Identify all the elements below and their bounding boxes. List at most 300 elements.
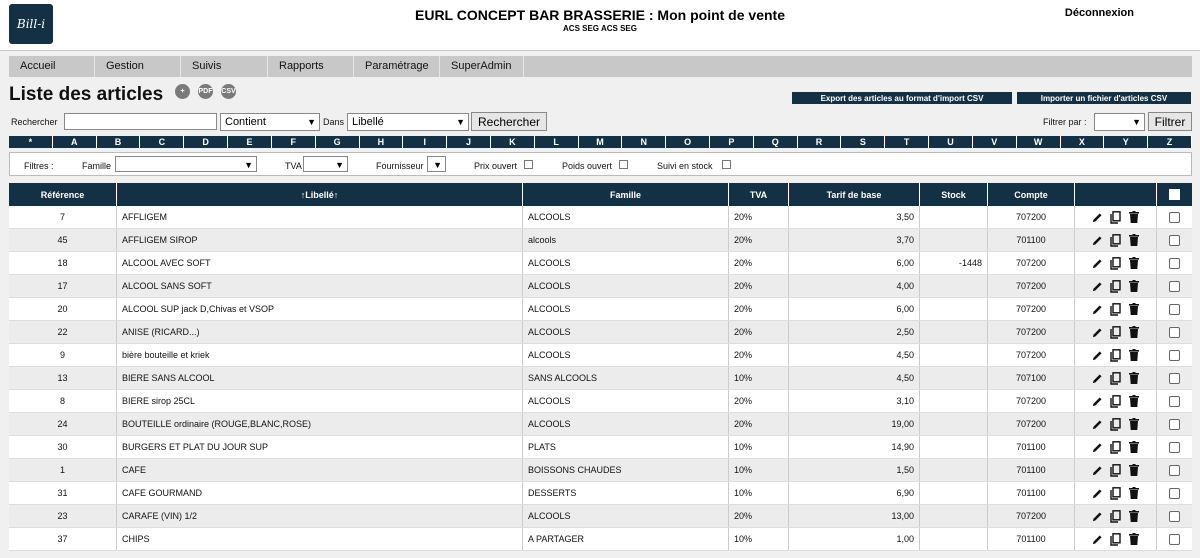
cell-famille: ALCOOLS	[523, 344, 729, 366]
row-checkbox[interactable]	[1169, 350, 1180, 361]
chevron-down-icon: ▼	[335, 160, 344, 170]
alphabet-letter[interactable]: F	[272, 136, 316, 148]
cell-libelle: bière bouteille et kriek	[117, 344, 523, 366]
cell-tva: 10%	[729, 482, 789, 504]
col-stock[interactable]: Stock	[920, 183, 988, 206]
edit-icon[interactable]	[1092, 417, 1104, 431]
cell-select	[1157, 367, 1192, 389]
cell-tva: 20%	[729, 298, 789, 320]
cell-tarif: 6,90	[789, 482, 920, 504]
alphabet-letter[interactable]: Y	[1104, 136, 1148, 148]
filter-by-label: Filtrer par :	[1043, 117, 1087, 127]
alphabet-letter[interactable]: *	[9, 136, 53, 148]
alphabet-letter[interactable]: J	[447, 136, 491, 148]
cell-tva: 20%	[729, 229, 789, 251]
cell-compte: 701100	[988, 436, 1075, 458]
cell-stock	[920, 390, 988, 412]
cell-libelle: BIERE SANS ALCOOL	[117, 367, 523, 389]
cell-tarif: 4,00	[789, 275, 920, 297]
cell-tva: 20%	[729, 252, 789, 274]
cell-famille: ALCOOLS	[523, 390, 729, 412]
cell-actions	[1075, 298, 1157, 320]
table-row[interactable]	[9, 344, 1192, 367]
chevron-down-icon: ▼	[307, 117, 316, 127]
cell-famille: DESSERTS	[523, 482, 729, 504]
cell-tva: 20%	[729, 390, 789, 412]
cell-libelle: AFFLIGEM	[117, 206, 523, 228]
csv-icon[interactable]: CSV	[221, 84, 236, 99]
main-menu	[9, 56, 1192, 77]
alphabet-letter[interactable]: S	[841, 136, 885, 148]
menu-item-rapports[interactable]: Rapports	[268, 56, 354, 77]
table-row[interactable]	[9, 367, 1192, 390]
copy-icon[interactable]	[1110, 509, 1122, 523]
edit-icon[interactable]	[1092, 371, 1104, 385]
table-row[interactable]	[9, 275, 1192, 298]
alphabet-letter[interactable]: G	[316, 136, 360, 148]
cell-actions	[1075, 252, 1157, 274]
alphabet-letter[interactable]: M	[579, 136, 623, 148]
cell-compte: 707200	[988, 321, 1075, 343]
header	[0, 0, 1200, 51]
edit-icon[interactable]	[1092, 348, 1104, 362]
cell-stock	[920, 528, 988, 550]
famille-label: Famille	[82, 161, 112, 171]
cell-reference: 13	[9, 367, 117, 389]
trash-icon[interactable]	[1128, 325, 1140, 339]
search-mode-select[interactable]	[220, 113, 320, 131]
cell-select	[1157, 298, 1192, 320]
cell-tarif: 4,50	[789, 344, 920, 366]
col-reference[interactable]: Référence	[9, 183, 117, 206]
cell-compte: 701100	[988, 229, 1075, 251]
table-header	[9, 183, 1192, 206]
cell-actions	[1075, 367, 1157, 389]
cell-tva: 10%	[729, 459, 789, 481]
cell-libelle: CAFE	[117, 459, 523, 481]
cell-stock	[920, 275, 988, 297]
table-row[interactable]	[9, 436, 1192, 459]
cell-famille: ALCOOLS	[523, 505, 729, 527]
copy-icon[interactable]	[1110, 532, 1122, 546]
cell-compte: 707100	[988, 367, 1075, 389]
menu-item-accueil[interactable]: Accueil	[9, 56, 95, 77]
filter-by-select[interactable]	[1094, 113, 1145, 131]
filter-button[interactable]: Filtrer	[1148, 112, 1192, 131]
cell-tva: 20%	[729, 344, 789, 366]
table-row[interactable]	[9, 413, 1192, 436]
edit-icon[interactable]	[1092, 233, 1104, 247]
edit-icon[interactable]	[1092, 532, 1104, 546]
row-checkbox[interactable]	[1169, 281, 1180, 292]
cell-actions	[1075, 390, 1157, 412]
trash-icon[interactable]	[1128, 509, 1140, 523]
cell-reference: 7	[9, 206, 117, 228]
cell-select	[1157, 482, 1192, 504]
copy-icon[interactable]	[1110, 417, 1122, 431]
row-checkbox[interactable]	[1169, 465, 1180, 476]
cell-famille: ALCOOLS	[523, 298, 729, 320]
chevron-down-icon: ▼	[433, 160, 442, 170]
copy-icon[interactable]	[1110, 486, 1122, 500]
cell-tarif: 1,50	[789, 459, 920, 481]
cell-compte: 701100	[988, 459, 1075, 481]
cell-actions	[1075, 505, 1157, 527]
prix-ouvert-checkbox[interactable]	[524, 160, 533, 169]
cell-stock	[920, 206, 988, 228]
cell-reference: 17	[9, 275, 117, 297]
cell-tarif: 19,00	[789, 413, 920, 435]
alphabet-letter[interactable]: K	[491, 136, 535, 148]
cell-libelle: AFFLIGEM SIROP	[117, 229, 523, 251]
cell-stock	[920, 321, 988, 343]
row-checkbox[interactable]	[1169, 304, 1180, 315]
export-csv-button[interactable]: Export des articles au format d'import CSV	[792, 92, 1012, 104]
search-field-select[interactable]	[347, 113, 469, 131]
cell-reference: 8	[9, 390, 117, 412]
trash-icon[interactable]	[1128, 440, 1140, 454]
cell-reference: 23	[9, 505, 117, 527]
alphabet-letter[interactable]: R	[798, 136, 842, 148]
copy-icon[interactable]	[1110, 256, 1122, 270]
chevron-down-icon: ▼	[244, 160, 253, 170]
cell-reference: 45	[9, 229, 117, 251]
cell-stock	[920, 229, 988, 251]
table-row[interactable]	[9, 390, 1192, 413]
trash-icon[interactable]	[1128, 486, 1140, 500]
cell-select	[1157, 436, 1192, 458]
cell-famille: ALCOOLS	[523, 206, 729, 228]
table-row[interactable]	[9, 321, 1192, 344]
cell-reference: 20	[9, 298, 117, 320]
table-row[interactable]	[9, 298, 1192, 321]
cell-tarif: 1,00	[789, 528, 920, 550]
row-checkbox[interactable]	[1169, 419, 1180, 430]
cell-compte: 707200	[988, 252, 1075, 274]
cell-famille: PLATS	[523, 436, 729, 458]
alphabet-letter[interactable]: V	[973, 136, 1017, 148]
cell-famille: ALCOOLS	[523, 413, 729, 435]
table-row[interactable]	[9, 459, 1192, 482]
cell-compte: 701100	[988, 528, 1075, 550]
col-famille[interactable]: Famille	[523, 183, 729, 206]
filters-bar	[9, 152, 1192, 176]
cell-tarif: 4,50	[789, 367, 920, 389]
cell-compte: 707200	[988, 344, 1075, 366]
edit-icon[interactable]	[1092, 302, 1104, 316]
cell-tarif: 14,90	[789, 436, 920, 458]
cell-tarif: 3,10	[789, 390, 920, 412]
search-label: Rechercher	[11, 117, 58, 127]
col-compte[interactable]: Compte	[988, 183, 1075, 206]
trash-icon[interactable]	[1128, 256, 1140, 270]
logout-link[interactable]: Déconnexion	[1064, 7, 1134, 19]
cell-actions	[1075, 459, 1157, 481]
cell-select	[1157, 459, 1192, 481]
row-checkbox[interactable]	[1169, 511, 1180, 522]
cell-select	[1157, 229, 1192, 251]
cell-select	[1157, 390, 1192, 412]
cell-tarif: 6,00	[789, 298, 920, 320]
col-tarif[interactable]: Tarif de base	[789, 183, 920, 206]
tva-label: TVA	[285, 161, 302, 171]
row-checkbox[interactable]	[1169, 258, 1180, 269]
famille-select[interactable]	[115, 156, 257, 172]
chevron-down-icon: ▼	[456, 117, 465, 127]
trash-icon[interactable]	[1128, 348, 1140, 362]
cell-compte: 707200	[988, 390, 1075, 412]
cell-stock	[920, 367, 988, 389]
pdf-icon[interactable]: PDF	[198, 84, 213, 99]
cell-libelle: ALCOOL SANS SOFT	[117, 275, 523, 297]
cell-select	[1157, 252, 1192, 274]
cell-tva: 20%	[729, 413, 789, 435]
search-bar	[9, 112, 1192, 134]
cell-select	[1157, 528, 1192, 550]
cell-libelle: CAFE GOURMAND	[117, 482, 523, 504]
cell-select	[1157, 206, 1192, 228]
suivi-stock-label: Suivi en stock	[657, 161, 713, 171]
cell-compte: 707200	[988, 413, 1075, 435]
cell-famille: ALCOOLS	[523, 321, 729, 343]
cell-stock	[920, 505, 988, 527]
row-checkbox[interactable]	[1169, 442, 1180, 453]
cell-actions	[1075, 482, 1157, 504]
suivi-stock-checkbox[interactable]	[722, 160, 731, 169]
filters-label: Filtres :	[24, 161, 54, 171]
search-mode-value: Contient	[225, 116, 266, 128]
cell-compte: 707200	[988, 206, 1075, 228]
col-actions	[1075, 183, 1157, 206]
company-title: EURL CONCEPT BAR BRASSERIE : Mon point de vente	[415, 7, 785, 23]
cell-compte: 701100	[988, 482, 1075, 504]
copy-icon[interactable]	[1110, 279, 1122, 293]
alphabet-letter[interactable]: O	[666, 136, 710, 148]
alphabet-letter[interactable]: D	[184, 136, 228, 148]
cell-select	[1157, 275, 1192, 297]
cell-stock	[920, 298, 988, 320]
import-csv-button[interactable]: Importer un fichier d'articles CSV	[1017, 92, 1191, 104]
copy-icon[interactable]	[1110, 394, 1122, 408]
cell-select	[1157, 344, 1192, 366]
trash-icon[interactable]	[1128, 532, 1140, 546]
tva-select[interactable]	[303, 156, 348, 172]
row-checkbox[interactable]	[1169, 327, 1180, 338]
alphabet-letter[interactable]: E	[228, 136, 272, 148]
table-row[interactable]	[9, 252, 1192, 275]
logo[interactable]: Bill-i	[9, 4, 53, 44]
cell-tva: 10%	[729, 528, 789, 550]
trash-icon[interactable]	[1128, 417, 1140, 431]
poids-ouvert-checkbox[interactable]	[619, 160, 628, 169]
cell-stock: -1448	[920, 252, 988, 274]
cell-select	[1157, 505, 1192, 527]
fournisseur-label: Fournisseur	[376, 161, 424, 171]
edit-icon[interactable]	[1092, 210, 1104, 224]
cell-libelle: ANISE (RICARD...)	[117, 321, 523, 343]
company-subtitle: ACS SEG ACS SEG	[563, 24, 637, 33]
table-row[interactable]	[9, 482, 1192, 505]
cell-select	[1157, 321, 1192, 343]
cell-famille: ALCOOLS	[523, 252, 729, 274]
edit-icon[interactable]	[1092, 325, 1104, 339]
search-field-value: Libellé	[352, 116, 384, 128]
cell-reference: 37	[9, 528, 117, 550]
alphabet-letter[interactable]: A	[53, 136, 97, 148]
edit-icon[interactable]	[1092, 463, 1104, 477]
cell-tarif: 2,50	[789, 321, 920, 343]
alphabet-letter[interactable]: B	[97, 136, 141, 148]
cell-libelle: BURGERS ET PLAT DU JOUR SUP	[117, 436, 523, 458]
edit-icon[interactable]	[1092, 279, 1104, 293]
cell-actions	[1075, 528, 1157, 550]
trash-icon[interactable]	[1128, 210, 1140, 224]
row-checkbox[interactable]	[1169, 235, 1180, 246]
table-body	[9, 206, 1192, 551]
cell-compte: 707200	[988, 298, 1075, 320]
edit-icon[interactable]	[1092, 394, 1104, 408]
table-row[interactable]	[9, 505, 1192, 528]
trash-icon[interactable]	[1128, 463, 1140, 477]
trash-icon[interactable]	[1128, 394, 1140, 408]
copy-icon[interactable]	[1110, 348, 1122, 362]
articles-table	[9, 183, 1192, 551]
cell-reference: 18	[9, 252, 117, 274]
cell-reference: 30	[9, 436, 117, 458]
cell-libelle: CARAFE (VIN) 1/2	[117, 505, 523, 527]
alphabet-letter[interactable]: N	[622, 136, 666, 148]
poids-ouvert-label: Poids ouvert	[562, 161, 613, 171]
table-row[interactable]	[9, 528, 1192, 551]
cell-tva: 10%	[729, 367, 789, 389]
edit-icon[interactable]	[1092, 486, 1104, 500]
alphabet-letter[interactable]: L	[535, 136, 579, 148]
edit-icon[interactable]	[1092, 509, 1104, 523]
edit-icon[interactable]	[1092, 256, 1104, 270]
copy-icon[interactable]	[1110, 440, 1122, 454]
cell-tva: 20%	[729, 321, 789, 343]
copy-icon[interactable]	[1110, 302, 1122, 316]
cell-actions	[1075, 436, 1157, 458]
cell-famille: alcools	[523, 229, 729, 251]
alphabet-letter[interactable]: Z	[1148, 136, 1192, 148]
cell-reference: 31	[9, 482, 117, 504]
alphabet-letter[interactable]: U	[929, 136, 973, 148]
menu-item-parametrage[interactable]: Paramétrage	[354, 56, 440, 77]
table-row[interactable]	[9, 229, 1192, 252]
table-row[interactable]	[9, 206, 1192, 229]
chevron-down-icon: ▼	[1132, 117, 1141, 127]
cell-compte: 707200	[988, 275, 1075, 297]
cell-libelle: CHIPS	[117, 528, 523, 550]
menu-item-gestion[interactable]: Gestion	[95, 56, 181, 77]
alphabet-letter[interactable]: P	[710, 136, 754, 148]
alphabet-letter[interactable]: W	[1017, 136, 1061, 148]
cell-stock	[920, 459, 988, 481]
trash-icon[interactable]	[1128, 233, 1140, 247]
alphabet-letter[interactable]: Q	[754, 136, 798, 148]
cell-actions	[1075, 321, 1157, 343]
page-title: Liste des articles	[9, 84, 164, 105]
cell-famille: ALCOOLS	[523, 275, 729, 297]
col-select	[1157, 183, 1192, 206]
select-all-checkbox[interactable]	[1169, 189, 1180, 200]
cell-compte: 707200	[988, 505, 1075, 527]
dans-label: Dans	[323, 117, 345, 127]
cell-famille: A PARTAGER	[523, 528, 729, 550]
cell-actions	[1075, 413, 1157, 435]
copy-icon[interactable]	[1110, 463, 1122, 477]
menu-item-suivis[interactable]: Suivis	[181, 56, 268, 77]
cell-tarif: 13,00	[789, 505, 920, 527]
row-checkbox[interactable]	[1169, 396, 1180, 407]
trash-icon[interactable]	[1128, 279, 1140, 293]
row-checkbox[interactable]	[1169, 212, 1180, 223]
copy-icon[interactable]	[1110, 325, 1122, 339]
cell-actions	[1075, 229, 1157, 251]
add-icon[interactable]: +	[175, 84, 190, 99]
cell-famille: BOISSONS CHAUDES	[523, 459, 729, 481]
trash-icon[interactable]	[1128, 371, 1140, 385]
col-libelle[interactable]: ↑Libellé↑	[117, 183, 523, 206]
row-checkbox[interactable]	[1169, 373, 1180, 384]
cell-libelle: BOUTEILLE ordinaire (ROUGE,BLANC,ROSE)	[117, 413, 523, 435]
cell-stock	[920, 482, 988, 504]
alphabet-letter[interactable]: X	[1061, 136, 1105, 148]
search-button[interactable]: Rechercher	[471, 112, 547, 131]
copy-icon[interactable]	[1110, 210, 1122, 224]
cell-reference: 1	[9, 459, 117, 481]
alphabet-letter[interactable]: I	[403, 136, 447, 148]
row-checkbox[interactable]	[1169, 534, 1180, 545]
cell-stock	[920, 344, 988, 366]
cell-actions	[1075, 206, 1157, 228]
cell-tarif: 3,50	[789, 206, 920, 228]
cell-reference: 24	[9, 413, 117, 435]
alphabet-letter[interactable]: T	[885, 136, 929, 148]
cell-reference: 9	[9, 344, 117, 366]
cell-actions	[1075, 275, 1157, 297]
col-tva[interactable]: TVA	[729, 183, 789, 206]
cell-tva: 20%	[729, 275, 789, 297]
cell-stock	[920, 413, 988, 435]
search-input[interactable]	[64, 113, 217, 130]
cell-actions	[1075, 344, 1157, 366]
menu-item-superadmin[interactable]: SuperAdmin	[440, 56, 524, 77]
copy-icon[interactable]	[1110, 371, 1122, 385]
cell-tva: 20%	[729, 505, 789, 527]
cell-reference: 22	[9, 321, 117, 343]
alphabet-letter[interactable]: H	[360, 136, 404, 148]
cell-libelle: ALCOOL SUP jack D,Chivas et VSOP	[117, 298, 523, 320]
cell-tva: 20%	[729, 206, 789, 228]
cell-libelle: ALCOOL AVEC SOFT	[117, 252, 523, 274]
cell-tarif: 6,00	[789, 252, 920, 274]
cell-stock	[920, 436, 988, 458]
trash-icon[interactable]	[1128, 302, 1140, 316]
row-checkbox[interactable]	[1169, 488, 1180, 499]
alphabet-letter[interactable]: C	[140, 136, 184, 148]
cell-tva: 10%	[729, 436, 789, 458]
copy-icon[interactable]	[1110, 233, 1122, 247]
cell-libelle: BIERE sirop 25CL	[117, 390, 523, 412]
prix-ouvert-label: Prix ouvert	[474, 161, 518, 171]
cell-famille: SANS ALCOOLS	[523, 367, 729, 389]
cell-tarif: 3,70	[789, 229, 920, 251]
edit-icon[interactable]	[1092, 440, 1104, 454]
alphabet-filter	[9, 136, 1192, 148]
fournisseur-select[interactable]	[427, 156, 446, 172]
